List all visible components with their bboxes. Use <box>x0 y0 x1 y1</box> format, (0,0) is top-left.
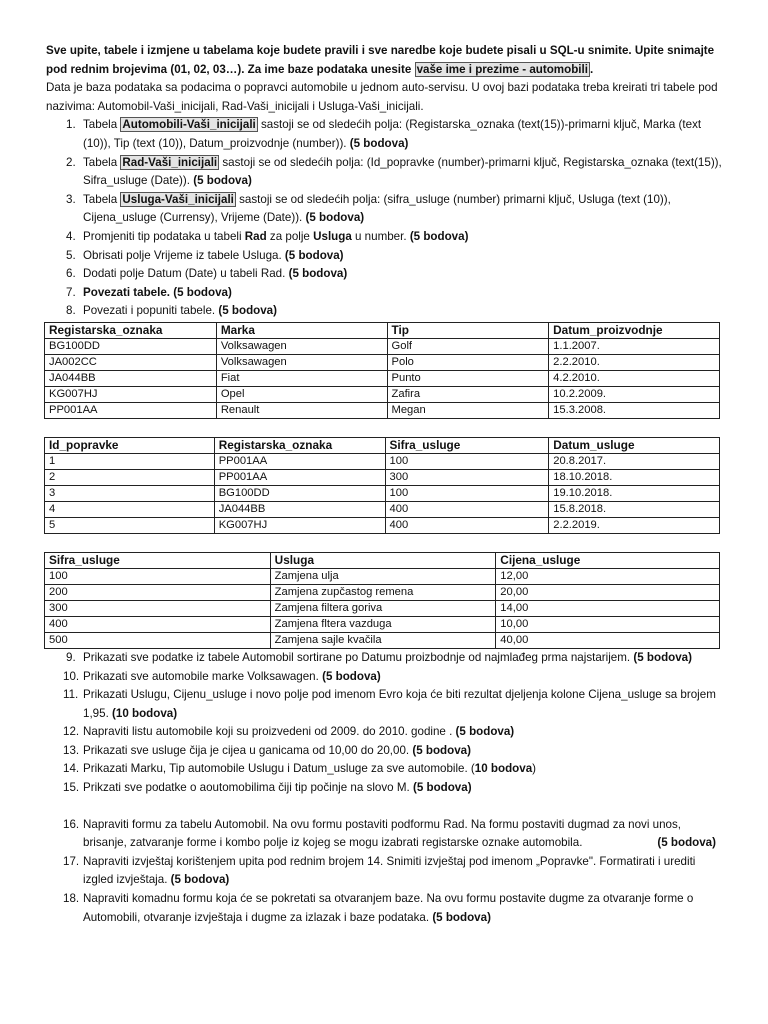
task-item: 18. Napraviti komadnu formu koja će se pokretati sa otvaranjem baze. Na ovu formu postavite dugme za otvaranje forme o Automobili, otvaranje izvještaja i dugme za izlazak i baze podataka. (5 bodova) <box>63 892 694 924</box>
task-item: 5. Obrisati polje Vrijeme iz tabele Usluga. (5 bodova) <box>66 248 344 262</box>
task-item: 15. Prikzati sve podatke o aoutomobilima čiji tip počinje na slovo M. (5 bodova) <box>63 781 472 795</box>
points: (5 bodova) <box>218 304 277 318</box>
table-row: 3 BG100DD 100 19.10.2018. <box>45 485 720 501</box>
table-row: 500 Zamjena sajle kvačila 40,00 <box>45 632 720 648</box>
points: (5 bodova) <box>349 136 409 150</box>
points: (5 bodova) <box>288 267 348 281</box>
table-row: 1 PP001AA 100 20.8.2017. <box>45 453 720 469</box>
points: (5 bodova) <box>284 248 344 262</box>
table-row: 100 Zamjena ulja 12,00 <box>45 568 720 584</box>
table-row: 5 KG007HJ 400 2.2.2019. <box>45 517 720 533</box>
points: 10 bodova <box>474 762 533 776</box>
points: (10 bodova) <box>112 706 178 720</box>
task-item: 10. Prikazati sve automobile marke Volksawagen. (5 bodova) <box>63 669 381 683</box>
points: (5 bodova) <box>409 229 469 243</box>
table-row: JA002CC Volksawagen Polo 2.2.2010. <box>45 354 720 370</box>
table-row: KG007HJ Opel Zafira 10.2.2009. <box>45 386 720 402</box>
table-name-highlight: Rad-Vaši_inicijali <box>122 155 218 169</box>
table-header-row: Registarska_oznaka Marka Tip Datum_proizvodnje <box>45 322 720 338</box>
task-list-b <box>46 649 728 798</box>
intro-paragraph: Data je baza podataka sa podacima o popravci automobile u jednom auto-servisu. U ovoj bazi podataka treba kreirati tri tabele pod nazivima: Automobil-Vaši_inicijali, Rad-Vaši_inicijali i Usluga-Vaši_inicijali. <box>46 81 718 113</box>
intro-end: . <box>589 62 594 76</box>
spacer <box>46 798 728 816</box>
table-row: 4 JA044BB 400 15.8.2018. <box>45 501 720 517</box>
task-list-a <box>46 116 728 321</box>
task-item: 13. Prikazati sve usluge čija je cijea u ganicama od 10,00 do 20,00. (5 bodova) <box>63 743 471 757</box>
points: (5 bodova) <box>657 836 716 850</box>
task-item: 2. Tabela Rad-Vaši_inicijali sastoji se od sledećih polja: (Id_popravke (number)-primarni ključ, Registarska_oznaka (text(15)), Sifra_usluge (Date)). (5 bodova) <box>66 155 722 188</box>
points: (5 bodova) <box>633 650 692 664</box>
table-header-row: Id_popravke Registarska_oznaka Sifra_usluge Datum_usluge <box>45 437 720 453</box>
table-name-highlight: Usluga-Vaši_inicijali <box>122 192 234 206</box>
table-row: 2 PP001AA 300 18.10.2018. <box>45 469 720 485</box>
points: (5 bodova) <box>170 873 230 887</box>
task-item: 3. Tabela Usluga-Vaši_inicijali sastoji se od sledećih polja: (sifra_usluge (number) primarni ključ, Usluga (text (10)), Cijena_usluge (Currensy), Vrijeme (Date)). (5 bodova) <box>66 192 671 225</box>
task-item: 8. Povezati i popuniti tabele. (5 bodova) <box>66 304 277 318</box>
table-row: 400 Zamjena fltera vazduga 10,00 <box>45 616 720 632</box>
automobil-table <box>44 322 720 419</box>
intro-bold-text: Sve upite, tabele i izmjene u tabelama koje budete pravili i sve naredbe koje budete pisali u SQL-u snimite. Upite snimajte pod rednim brojevima (01, 02, 03…). Za ime baze podataka unesite <box>46 44 715 76</box>
table-name-highlight: Automobili-Vaši_inicijali <box>122 118 256 132</box>
task-item: 7. Povezati tabele. (5 bodova) <box>66 285 232 299</box>
intro-instructions <box>46 42 728 79</box>
table-row: PP001AA Renault Megan 15.3.2008. <box>45 402 720 418</box>
task-item: 16. Napraviti formu za tabelu Automobil. Na ovu formu postaviti podformu Rad. Na formu postaviti dugmad za novi unos, brisanje, zatvaranje forme i kombo polje iz kojeg se mogu izabrati registarske oznake automobila. (5 bodova) <box>46 816 728 853</box>
table-row: 200 Zamjena zupčastog remena 20,00 <box>45 584 720 600</box>
points: (5 bodova) <box>412 781 472 795</box>
usluga-table <box>44 552 720 649</box>
points: (5 bodova) <box>412 743 471 757</box>
task-item: 4. Promjeniti tip podataka u tabeli Rad za polje Usluga u number. (5 bodova) <box>66 229 469 243</box>
points: (5 bodova) <box>455 725 515 739</box>
points: (5 bodova) <box>305 211 365 225</box>
task-item: 14. Prikazati Marku, Tip automobile Uslugu i Datum_usluge za sve automobile. (10 bodova) <box>63 762 537 776</box>
task-list-c <box>46 816 728 928</box>
task-item: 6. Dodati polje Datum (Date) u tabeli Rad. (5 bodova) <box>66 267 348 281</box>
database-name-highlight: vaše ime i prezime - automobili <box>416 62 588 76</box>
points: (5 bodova) <box>432 910 491 924</box>
points: (5 bodova) <box>193 174 252 188</box>
task-item: 12. Napraviti listu automobile koji su proizvedeni od 2009. do 2010. godine . (5 bodova) <box>63 725 515 739</box>
table-row: 300 Zamjena filtera goriva 14,00 <box>45 600 720 616</box>
rad-table <box>44 437 720 534</box>
task-item: 11. Prikazati Uslugu, Cijenu_usluge i novo polje pod imenom Evro koja će biti rezultat djeljenja kolone Cijena_usluge sa brojem 1,95. (10 bodova) <box>63 688 716 720</box>
table-row: JA044BB Fiat Punto 4.2.2010. <box>45 370 720 386</box>
task-item: 17. Napraviti izvještaj korištenjem upita pod rednim brojem 14. Snimiti izvještaj pod imenom „Popravke". Formatirati i urediti izgled izvještaja. (5 bodova) <box>63 854 696 887</box>
points: (5 bodova) <box>322 669 381 683</box>
table-row: BG100DD Volksawagen Golf 1.1.2007. <box>45 338 720 354</box>
task-item: 9. Prikazati sve podatke iz tabele Automobil sortirane po Datumu proizbodnje od najmlađeg prma najstarijem. (5 bodova) <box>66 650 692 664</box>
table-header-row: Sifra_usluge Usluga Cijena_usluge <box>45 552 720 568</box>
task-item: 1. Tabela Automobili-Vaši_inicijali sastoji se od sledećih polja: (Registarska_oznaka (text(15))-primarni ključ, Marka (text (10)), Tip (text (10)), Datum_proizvodnje (number)). (5 bodova) <box>66 118 702 150</box>
